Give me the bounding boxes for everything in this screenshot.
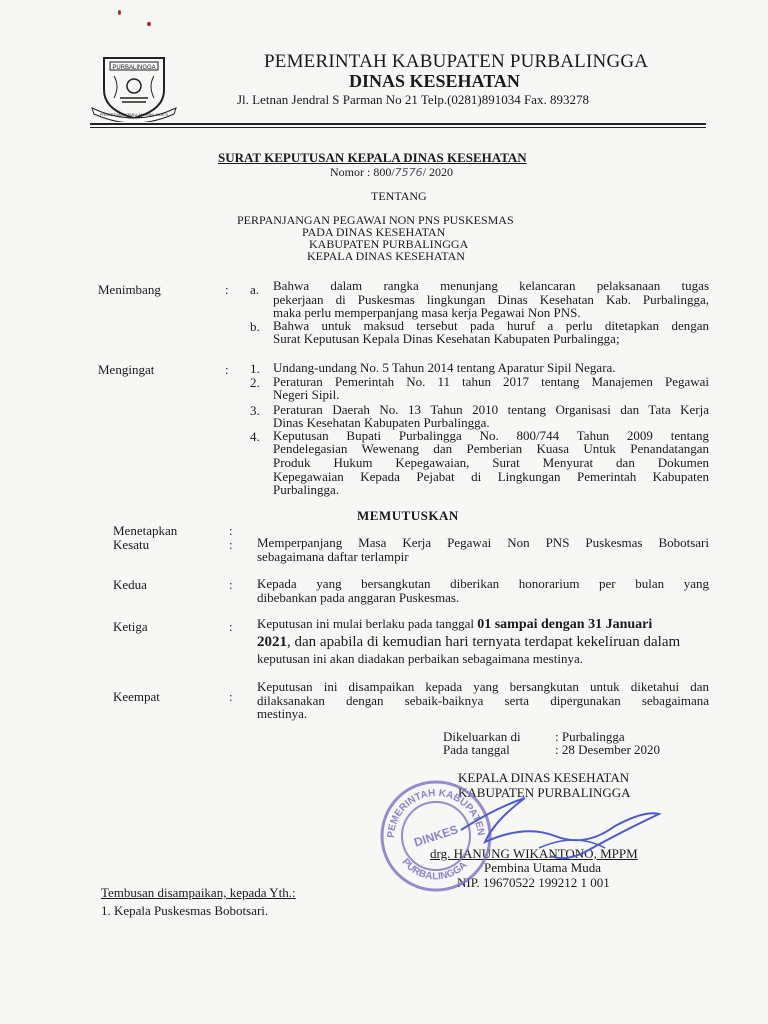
mengingat-3-line-2: Dinas Kesehatan Kabupaten Purbalingga. xyxy=(273,415,490,430)
mengingat-4-line-2: Pendelegasian Wewenang dan Pemberian Kuasa Untuk Penandatangan xyxy=(273,441,709,456)
tembusan-heading: Tembusan disampaikan, kepada Yth.: xyxy=(101,885,296,900)
ketiga-year-bold: 2021 xyxy=(257,634,287,650)
menimbang-b-marker: b. xyxy=(250,319,260,334)
letterhead-government: PEMERINTAH KABUPATEN PURBALINGGA xyxy=(264,51,649,72)
ketiga-label: Ketiga xyxy=(113,619,148,634)
mengingat-2-line-2: Negeri Sipil. xyxy=(273,387,340,402)
issued-date-value: : 28 Desember 2020 xyxy=(555,742,661,757)
mengingat-1-marker: 1. xyxy=(250,361,260,376)
subject-line-2: PADA DINAS KESEHATAN xyxy=(302,225,446,239)
mengingat-1-line-1: Undang-undang No. 5 Tahun 2014 tentang Aparatur Sipil Negara. xyxy=(273,360,616,375)
decree-number-suffix: / 2020 xyxy=(422,165,454,179)
keempat-line-2: dilaksanakan dengan sebaik-baiknya serta dipergunakan sebagaimana xyxy=(257,693,709,708)
signatory-nip: NIP. 19670522 199212 1 001 xyxy=(457,875,610,890)
stamp-text-top: PEMERINTAH KABUPATEN xyxy=(385,787,487,839)
decree-number-handwritten: 7576 xyxy=(394,166,423,179)
decree-number-prefix: Nomor : 800/ xyxy=(330,165,395,179)
ketiga-colon: : xyxy=(229,619,233,634)
stamp-text-center: DINKES xyxy=(412,822,460,850)
menimbang-colon: : xyxy=(225,282,229,297)
keempat-colon: : xyxy=(229,689,233,704)
subject-line-4: KEPALA DINAS KESEHATAN xyxy=(307,249,465,263)
ketiga-line-1 xyxy=(257,617,652,632)
logo-motto-text: PRASETYA ANTAKU ANTEBIL MUKTI xyxy=(99,112,169,117)
menimbang-a-line-1: Bahwa dalam rangka menunjang kelancaran pelaksanaan tugas xyxy=(273,278,709,293)
letterhead-agency: DINAS KESEHATAN xyxy=(349,71,520,91)
kesatu-line-1: Memperpanjang Masa Kerja Pegawai Non PNS Puskesmas Bobotsari xyxy=(257,535,709,550)
mengingat-4-line-4: Kepegawaian Kepada Pejabat di Lingkungan Pemerintah Kabupaten xyxy=(273,469,709,484)
logo-name-text: PURBALINGGA xyxy=(112,65,156,71)
mengingat-4-line-3: Produk Hukum Kepegawaian, Surat Menyurat dan Dokumen xyxy=(273,455,709,470)
decree-heading: SURAT KEPUTUSAN KEPALA DINAS KESEHATAN xyxy=(218,150,527,165)
signatory-name: drg. HANUNG WIKANTONO, MPPM xyxy=(430,846,638,861)
mengingat-3-marker: 3. xyxy=(250,403,260,418)
signatory-title-2: KABUPATEN PURBALINGGA xyxy=(458,785,631,800)
mengingat-4-line-1: Keputusan Bupati Purbalingga No. 800/744 Tahun 2009 tentang xyxy=(273,428,709,443)
mengingat-4-marker: 4. xyxy=(250,429,260,444)
kesatu-colon: : xyxy=(229,537,233,552)
memutuskan-heading: MEMUTUSKAN xyxy=(357,508,459,523)
ketiga-line-1-text: Keputusan ini mulai berlaku pada tanggal xyxy=(257,616,478,631)
letterhead-rule-thin xyxy=(90,127,706,128)
ketiga-line-3: keputusan ini akan diadakan perbaikan sebagaimana mestinya. xyxy=(257,651,583,666)
keempat-line-1: Keputusan ini disampaikan kepada yang bersangkutan untuk diketahui dan xyxy=(257,679,709,694)
ink-speck xyxy=(118,10,121,15)
regency-logo xyxy=(90,52,178,122)
mengingat-2-line-1: Peraturan Pemerintah No. 11 tahun 2017 tentang Manajemen Pegawai xyxy=(273,374,709,389)
issued-date-label: Pada tanggal xyxy=(443,742,510,757)
mengingat-3-line-1: Peraturan Daerah No. 13 Tahun 2010 tentang Organisasi dan Tata Kerja xyxy=(273,402,709,417)
menimbang-b-line-2: Surat Keputusan Kepala Dinas Kesehatan Kabupaten Purbalingga; xyxy=(273,331,620,346)
mengingat-colon: : xyxy=(225,362,229,377)
tembusan-item-1: 1. Kepala Puskesmas Bobotsari. xyxy=(101,903,269,918)
ink-speck xyxy=(147,22,151,26)
kedua-label: Kedua xyxy=(113,577,147,592)
ketiga-line-2 xyxy=(257,634,680,650)
mengingat-2-marker: 2. xyxy=(250,375,260,390)
menimbang-a-line-3: maka perlu memperpanjang masa kerja Pegawai Non PNS. xyxy=(273,305,581,320)
stamp-text-bottom: PURBALINGGA xyxy=(399,856,470,883)
menimbang-b-line-1: Bahwa untuk maksud tersebut pada huruf a perlu ditetapkan dengan xyxy=(273,318,709,333)
signature xyxy=(455,790,665,870)
menetapkan-label: Menetapkan xyxy=(113,523,178,538)
menetapkan-colon: : xyxy=(229,523,233,538)
issued-place-label: Dikeluarkan di xyxy=(443,729,521,744)
subject-line-3: KABUPATEN PURBALINGGA xyxy=(309,237,469,251)
tentang-label: TENTANG xyxy=(371,189,427,203)
mengingat-label: Mengingat xyxy=(98,362,155,377)
menimbang-a-marker: a. xyxy=(250,282,260,297)
signatory-rank: Pembina Utama Muda xyxy=(484,860,601,875)
kedua-line-2: dibebankan pada anggaran Puskesmas. xyxy=(257,590,460,605)
keempat-line-3: mestinya. xyxy=(257,706,308,721)
issued-place-value: : Purbalingga xyxy=(555,729,625,744)
ketiga-period-bold: 01 sampai dengan 31 Januari xyxy=(477,617,653,632)
menimbang-a-line-2: pekerjaan di Puskesmas lingkungan Dinas Kesehatan Kab. Purbalingga, xyxy=(273,292,709,307)
menimbang-label: Menimbang xyxy=(98,282,161,297)
kesatu-label: Kesatu xyxy=(113,537,150,552)
mengingat-4-line-5: Purbalingga. xyxy=(273,482,340,497)
letterhead-address: Jl. Letnan Jendral S Parman No 21 Telp.(0281)891034 Fax. 893278 xyxy=(237,92,589,107)
keempat-label: Keempat xyxy=(113,689,160,704)
signatory-title-1: KEPALA DINAS KESEHATAN xyxy=(458,770,630,785)
kedua-colon: : xyxy=(229,577,233,592)
subject-line-1: PERPANJANGAN PEGAWAI NON PNS PUSKESMAS xyxy=(237,213,514,227)
kesatu-line-2: sebagaimana daftar terlampir xyxy=(257,549,409,564)
decree-number xyxy=(330,166,453,179)
letterhead-rule-thick xyxy=(90,123,706,125)
kedua-line-1: Kepada yang bersangkutan diberikan honorarium per bulan yang xyxy=(257,576,709,591)
ketiga-line-2-text: , dan apabila di kemudian hari ternyata terdapat kekeliruan dalam xyxy=(287,634,681,650)
